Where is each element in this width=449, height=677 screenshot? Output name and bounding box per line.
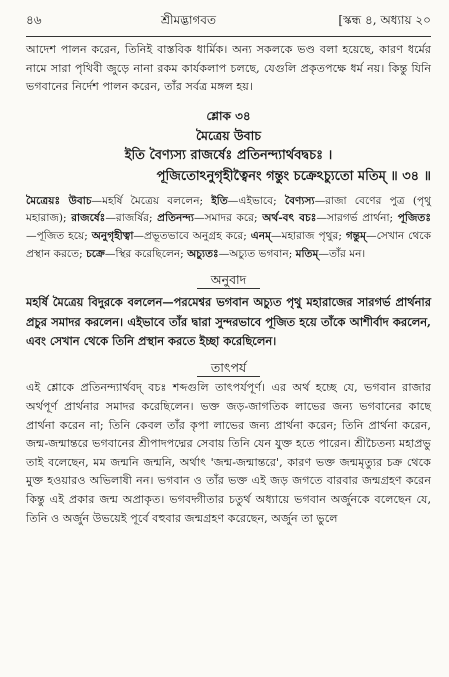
synonym-word: অচ্যুতঃ: [187, 247, 219, 260]
chapter-reference: [স্কন্ধ ৪, অধ্যায় ২০: [338, 13, 431, 27]
synonym-word: মতিম্: [295, 247, 319, 260]
synonym-meaning: —রাজা বেণের পুত্র (পৃথু মহারাজ);: [26, 194, 432, 225]
page: [26, 14, 431, 528]
synonym-word: ইতি: [211, 194, 228, 207]
synonym-word: প্রতিনন্দ্য: [157, 212, 194, 225]
synonym-meaning: —মহর্ষি মৈত্রেয় বললেন;: [91, 194, 212, 207]
synonym-meaning: —এইভাবে;: [227, 194, 285, 207]
purport-text: এই শ্লোকে প্রতিনন্দ্যার্থবদ্ বচঃ শব্দগুলি তাৎপর্যপূর্ণ। এর অর্থ হচ্ছে যে, ভগবান রাজার অর্থপূর্ণ প্রার্থনার সমাদর করেছিলেন। ভক্ত জড়-জাগতিক লাভের জন্য ভগবানের কাছে প্রার্থনা করেন না; তিনি কেবল তাঁর কৃপা লাভের জন্য প্রার্থনা করেন; তিনি প্রার্থনা করেন, জন্ম-জন্মান্তরে ভগবানের শ্রীপাদপদ্মের সেবায় তিনি যেন যুক্ত হতে পারেন। শ্রীচৈতন্য মহাপ্রভু তাই বলেছেন, মম জন্মনি জন্মনি, অর্থাৎ 'জন্ম-জন্মান্তরে', কারণ ভক্ত জন্মমৃত্যুর চক্র থেকে মুক্ত হওয়ারও অভিলাষী নন। ভগবান ও তাঁর ভক্ত এই জড় জগতে বারবার জন্মগ্রহণ করেন কিন্তু এই প্রকার জন্ম অপ্রাকৃত। ভগবদ্গীতার চতুর্থ অধ্যায়ে ভগবান অর্জুনকে বলেছেন যে, তিনি ও অর্জুন উভয়েই পূর্বে বহুবার জন্মগ্রহণ করেছেন, অর্জুন তা ভুলে: [26, 381, 431, 525]
page-header: [26, 14, 431, 37]
synonym-meaning: —সারগর্ভ প্রার্থনা;: [316, 212, 398, 225]
book-title: শ্রীমদ্ভাগবত: [160, 13, 216, 27]
synonym-meaning: —সেখান থেকে প্রস্থান করতে;: [26, 229, 431, 260]
translation-text: মহর্ষি মৈত্রেয় বিদুরকে বললেন—পরমেশ্বর ভগবান অচ্যুত পৃথু মহারাজের সারগর্ভ প্রার্থনার প্রচুর সমাদর করলেন। এইভাবে তাঁর দ্বারা সুন্দরভাবে পূজিত হয়ে তাঁকে আশীর্বাদ করলেন, এবং সেখান থেকে তিনি প্রস্থান করতে ইচ্ছা করেছিলেন।: [26, 295, 431, 348]
word-meanings: [26, 193, 431, 263]
purport-heading: তাৎপর্য: [26, 359, 431, 377]
synonym-meaning: —তাঁর মন।: [318, 247, 366, 260]
verse-line-2: পূজিতোঽনুগৃহীত্বৈনং গন্তুং চক্রেঽচ্যুতো মতিম্ ॥ ৩৪ ॥: [156, 168, 431, 184]
synonym-word: পূজিতঃ: [397, 212, 432, 225]
synonym-word: গন্তুম্: [345, 229, 366, 242]
synonym-meaning: —পূজিত হয়ে;: [26, 229, 92, 242]
synonym-meaning: —সমাদর করে;: [193, 212, 263, 225]
intro-paragraph: আদেশ পালন করেন, তিনিই বাস্তবিক ধার্মিক। অন্য সকলকে ভণ্ড বলা হয়েছে, কারণ ধর্মের নামে সারা পৃথিবী জুড়ে নানা রকম কার্যকলাপ চলছে, যেগুলি প্রকৃতপক্ষে ধর্ম নয়। কিন্তু যিনি ভগবানের নির্দেশ পালন করেন, তাঁর সর্বত্র মঙ্গল হয়।: [26, 43, 431, 94]
synonym-meaning: —স্থির করেছিলেন;: [104, 247, 188, 260]
synonym-meaning: —রাজর্ষির;: [105, 212, 158, 225]
synonym-meaning: —অচ্যুত ভগবান;: [218, 247, 296, 260]
page-number: ৪৬: [26, 13, 42, 27]
synonym-meaning: —মহারাজ পৃথুর;: [271, 229, 346, 242]
synonym-word: চক্রে: [86, 247, 105, 260]
synonym-word: মৈত্রেয়ঃ উবাচ: [26, 194, 92, 207]
synonym-word: এনম্: [250, 229, 272, 242]
synonym-word: অনুগৃহীত্বা: [91, 229, 134, 242]
verse-heading: শ্লোক ৩৪: [206, 108, 251, 123]
synonym-word: রাজর্ষেঃ: [71, 212, 106, 225]
verse-line-1: ইতি বৈণ্যস্য রাজর্ষেঃ প্রতিনন্দ্যার্থবদ্বচঃ ।: [124, 147, 333, 163]
synonym-meaning: —প্রভূতভাবে অনুগ্রহ করে;: [133, 229, 251, 242]
translation-heading: অনুবাদ: [26, 271, 431, 289]
verse-speaker: মৈত্রেয় উবাচ: [196, 127, 261, 143]
synonym-word: বৈণ্যস্য: [284, 194, 315, 207]
synonym-word: অর্থ-বৎ বচঃ: [262, 212, 317, 225]
